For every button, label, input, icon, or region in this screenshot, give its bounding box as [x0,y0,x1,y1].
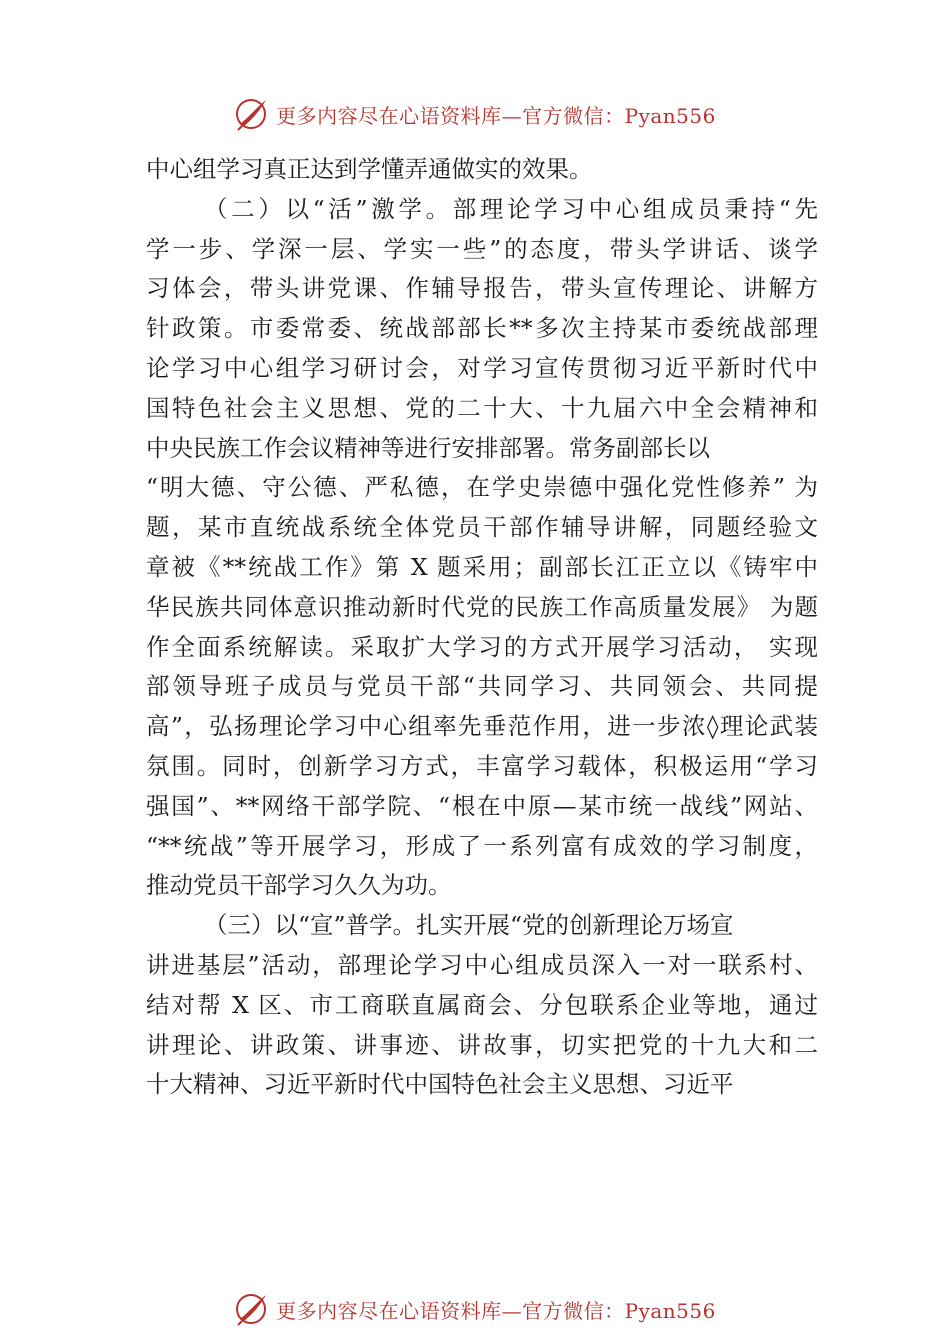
text-line: （二）以“活”激学。部理论学习中心组成员秉持“先 [204,194,818,223]
text-line: 讲理论、讲政策、讲事迹、讲故事，切实把党的十九大和二 [146,1030,818,1059]
header-watermark [0,94,950,134]
text-line: 强国”、**网络干部学院、“根在中原—某市统一战线”网站、 [146,791,818,820]
text-line: 讲进基层”活动，部理论学习中心组成员深入一对一联系村、 [146,950,818,979]
quill-logo-icon [234,96,270,132]
footer-watermark [0,1289,950,1329]
text-line: 论学习中心组学习研讨会，对学习宣传贯彻习近平新时代中 [146,353,818,382]
text-line: 结对帮 X 区、市工商联直属商会、分包联系企业等地，通过 [146,990,818,1019]
text-line: 国特色社会主义思想、党的二十大、十九届六中全会精神和 [146,393,818,422]
text-line: 推动党员干部学习久久为功。 [146,871,452,900]
text-line: 中心组学习真正达到学懂弄通做实的效果。 [146,155,593,183]
text-line: 部领导班子成员与党员干部“共同学习、共同领会、共同提 [146,672,818,701]
text-line: 华民族共同体意识推动新时代党的民族工作高质量发展》 为题 [146,592,818,621]
text-line: 中央民族工作会议精神等进行安排部署。常务副部长以 [146,433,710,462]
text-line: 习体会，带头讲党课、作辅导报告，带头宣传理论、讲解方 [146,274,818,303]
text-line: 十大精神、习近平新时代中国特色社会主义思想、习近平 [146,1070,734,1099]
text-line: （三）以“宣”普学。扎实开展“党的创新理论万场宣 [204,911,734,940]
quill-logo-icon [234,1291,270,1327]
text-line: 学一步、学深一层、学实一些”的态度，带头学讲话、谈学 [146,234,818,263]
text-line: 氛围。同时，创新学习方式，丰富学习载体，积极运用“学习 [146,751,818,780]
text-line: 章被《**统战工作》第 X 题采用；副部长江正立以《铸牢中 [146,552,818,581]
document-body [146,150,818,1105]
paragraph [146,190,818,906]
text-line: 高”，弘扬理论学习中心组率先垂范作用，进一步浓◊理论武装 [146,712,818,741]
paragraph [146,906,818,1105]
watermark-text: 更多内容尽在心语资料库—官方微信：Pyan556 [276,1298,716,1323]
paragraph [146,150,818,190]
text-line: “明大德、守公德、严私德，在学史崇德中强化党性修养” 为 [146,473,818,502]
text-line: “**统战”等开展学习，形成了一系列富有成效的学习制度， [146,831,818,860]
text-line: 题，某市直统战系统全体党员干部作辅导讲解，同题经验文 [146,513,818,542]
text-line: 作全面系统解读。采取扩大学习的方式开展学习活动， 实现 [146,632,818,661]
text-line: 针政策。市委常委、统战部部长**多次主持某市委统战部理 [146,314,818,343]
watermark-text: 更多内容尽在心语资料库—官方微信：Pyan556 [276,103,716,128]
